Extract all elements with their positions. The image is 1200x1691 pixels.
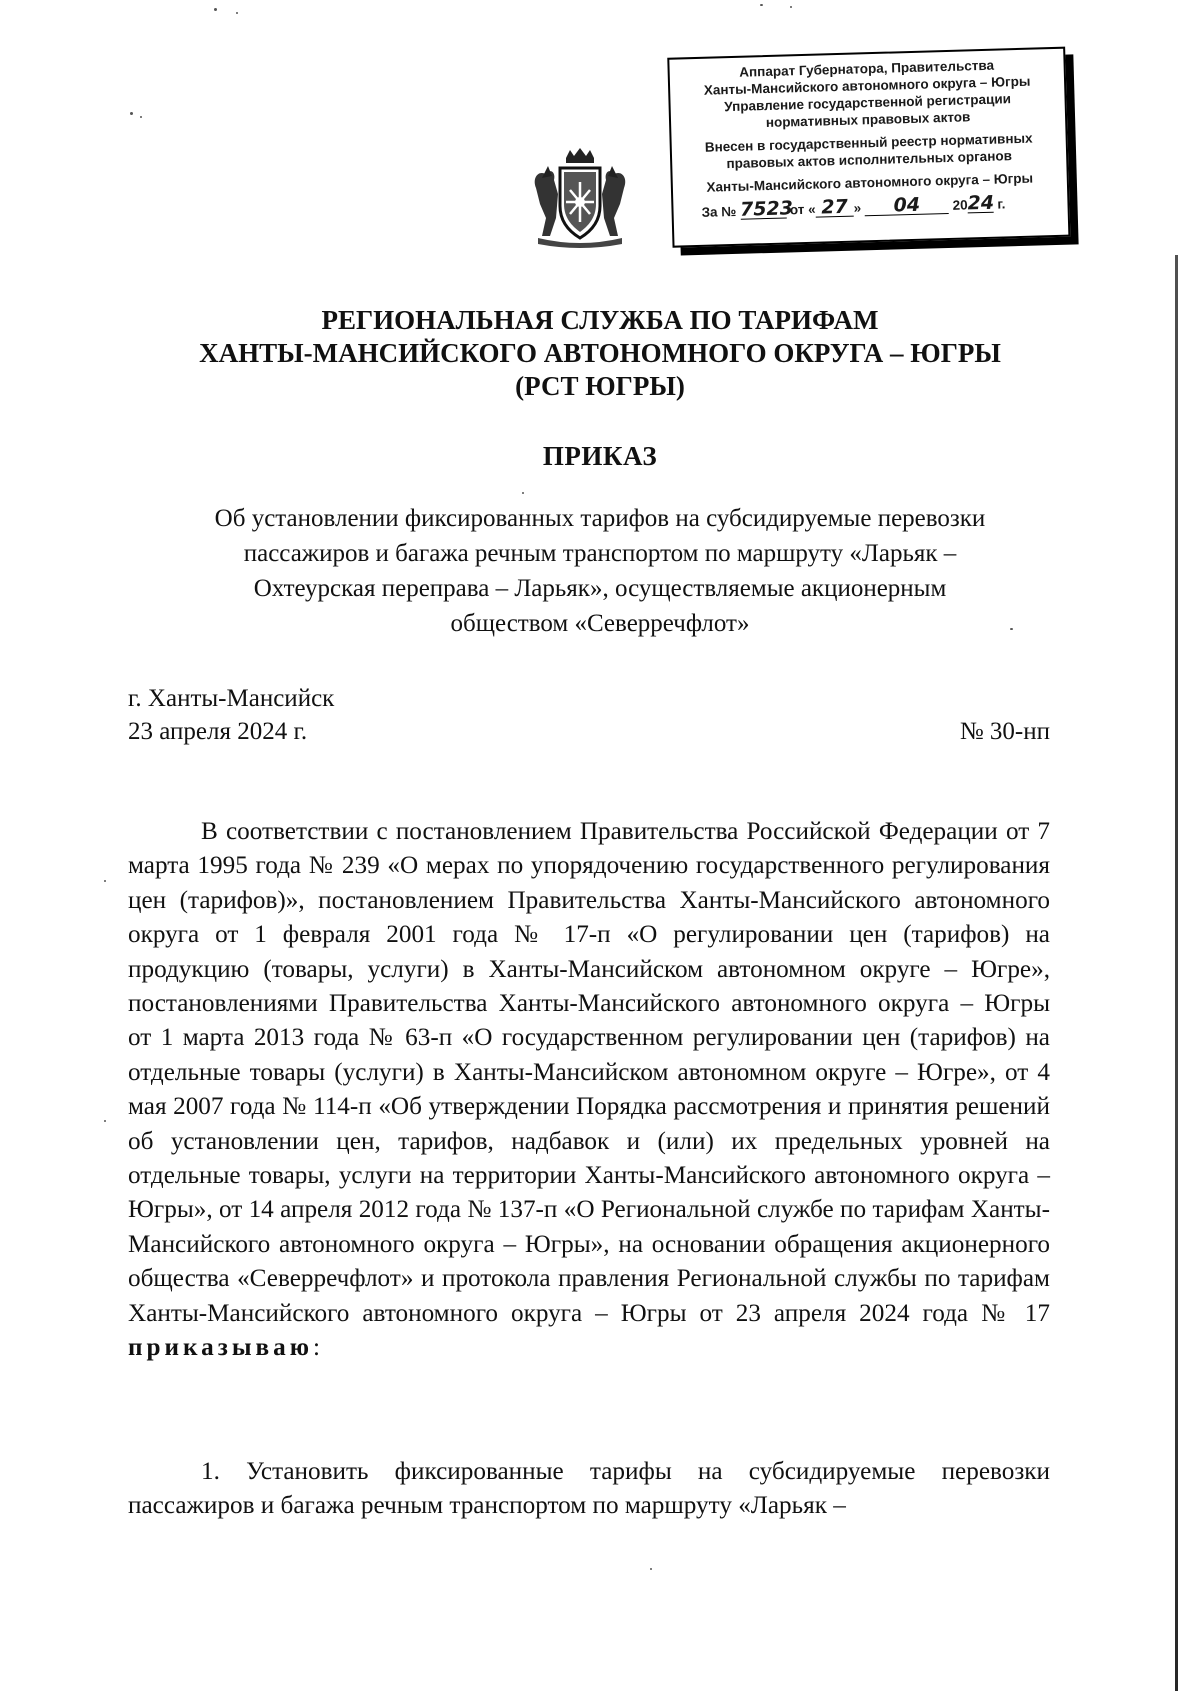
stamp-line: Ханты-Мансийского автономного округа – Югры xyxy=(703,73,1031,98)
document-type-heading: ПРИКАЗ xyxy=(542,441,658,471)
org-line: ХАНТЫ-МАНСИЙСКОГО АВТОНОМНОГО ОКРУГА – ЮГРЫ xyxy=(199,338,1001,368)
preamble-end: : xyxy=(313,1334,320,1362)
stamp-line: Управление государственной регистрации xyxy=(724,91,1012,115)
coat-of-arms-emblem xyxy=(528,148,632,248)
scan-speck xyxy=(130,112,133,115)
scan-speck xyxy=(650,1568,652,1570)
scan-speck xyxy=(236,12,238,14)
scan-edge-shadow xyxy=(1175,255,1178,1691)
document-place: г. Ханты-Мансийск xyxy=(128,685,335,712)
stamp-year-prefix: 20 xyxy=(952,197,968,213)
stamp-number-value: 7523 xyxy=(739,197,794,221)
subject-line: Об установлении фиксированных тарифов на субсидируемые перевозки xyxy=(214,505,986,532)
scan-speck xyxy=(760,4,763,6)
stamp-box xyxy=(667,47,1070,248)
subject-line: обществом «Северречфлот» xyxy=(450,610,750,637)
stamp-year-suffix: г. xyxy=(997,196,1006,212)
stamp-line: Внесен в государственный реестр нормативных xyxy=(704,130,1033,155)
scan-speck xyxy=(104,1120,106,1122)
stamp-line: нормативных правовых актов xyxy=(765,109,971,131)
preamble-text: В соответствии с постановлением Правительства Российской Федерации от 7 марта 1995 года № 239 «О мерах по упорядочению государственного регулирования цен (тарифов)», постановлением Правительства Ханты-Мансийского автономного округа от 1 февраля 2001 года № 17-п «О регулировании цен (тарифов) на продукцию (товары, услуги) в Ханты-Мансийском автономном округе – Югре», постановлениями Правительства Ханты-Мансийского автономного округа – Югры от 1 марта 2013 года № 63-п «О государственном регулировании цен (тарифов) на отдельные товары (услуги) в Ханты-Мансийском автономном округе – Югре», от 4 мая 2007 года № 114-п «Об утверждении Порядка рассмотрения и принятия решений об установлении цен, тарифов, надбавок и (или) их предельных уровней на отдельные товары, услуги на территории Ханты-Мансийского автономного округа – Югры», от 14 апреля 2012 года № 137-п «О Региональной службе по тарифам Ханты-Мансийского автономного округа – Югры», на основании обращения акционерного общества «Северречфлот» и протокола правления Региональной службы по тарифам Ханты-Мансийского автономного округа – Югры от 23 апреля 2024 года № 17 xyxy=(128,818,1050,1327)
stamp-line: правовых актов исполнительных органов xyxy=(726,148,1013,172)
scan-speck xyxy=(140,116,142,118)
stamp-line: Аппарат Губернатора, Правительства xyxy=(739,57,995,80)
stamp-line: Ханты-Мансийского автономного округа – Югры xyxy=(706,170,1034,195)
stamp-day-value: 27 xyxy=(815,198,854,218)
organization-heading xyxy=(100,304,1100,403)
stamp-number-label: За № xyxy=(701,203,737,220)
org-line: (РСТ ЮГРЫ) xyxy=(515,371,685,401)
document-subject xyxy=(130,501,1070,641)
stamp-year-value: 24 xyxy=(967,191,995,215)
body-paragraph-preamble xyxy=(128,815,1050,1366)
subject-line: Охтеурская переправа – Ларьяк», осуществляемые акционерным xyxy=(253,575,947,602)
scan-speck xyxy=(790,6,792,8)
stamp-from-label: от « xyxy=(789,201,816,218)
stamp-month-value: 04 xyxy=(865,195,949,216)
body-paragraph-item-1: 1. Установить фиксированные тарифы на субсидируемые перевозки пассажиров и багажа речным транспортом по маршруту «Ларьяк – xyxy=(128,1458,1050,1520)
scan-speck xyxy=(214,8,217,11)
document-date: 23 апреля 2024 г. xyxy=(128,718,308,745)
org-line: РЕГИОНАЛЬНАЯ СЛУЖБА ПО ТАРИФАМ xyxy=(321,305,879,335)
stamp-day-close: » xyxy=(853,200,862,216)
order-keyword: приказываю xyxy=(128,1334,313,1362)
subject-line: пассажиров и багажа речным транспортом по маршруту «Ларьяк – xyxy=(243,540,957,567)
document-number: № 30-нп xyxy=(959,718,1050,745)
scan-speck xyxy=(104,880,106,882)
scan-speck xyxy=(522,492,524,494)
registration-stamp xyxy=(667,46,1082,259)
